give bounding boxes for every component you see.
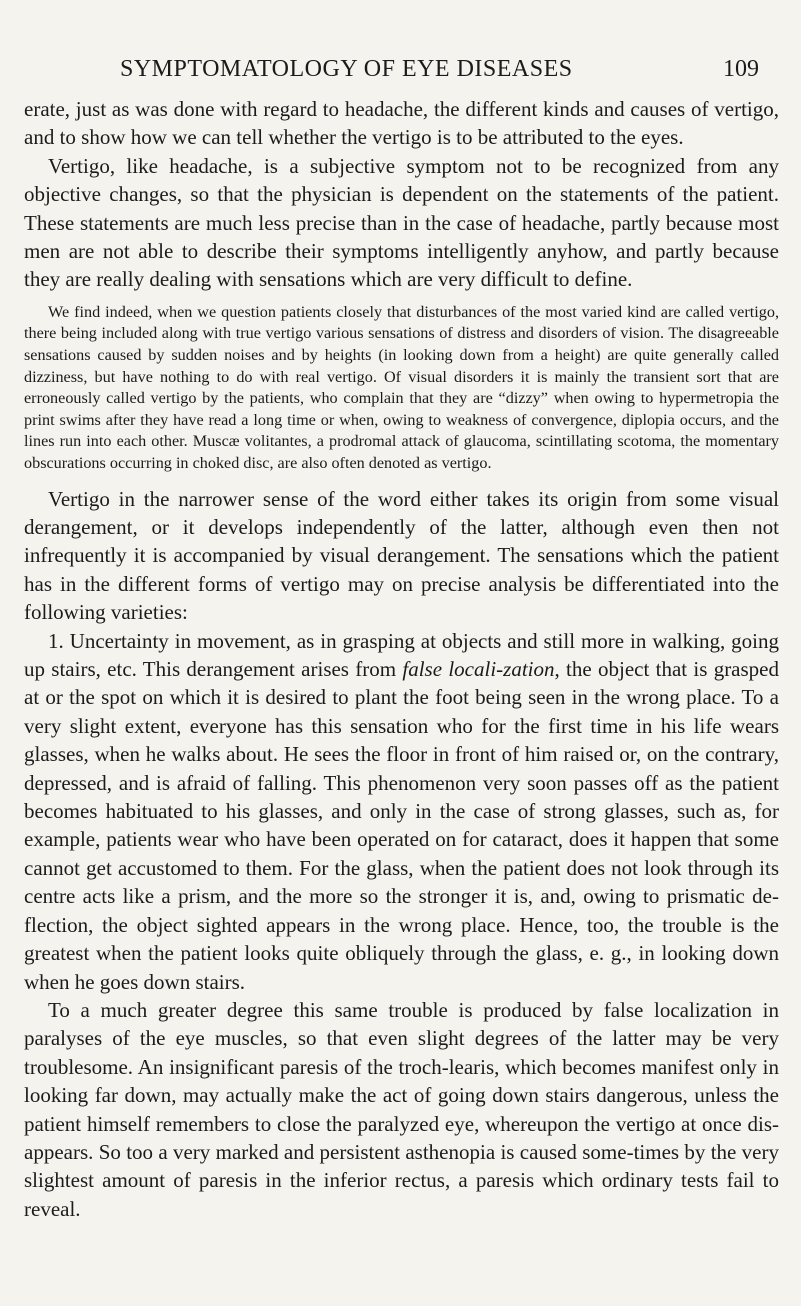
running-title: SYMPTOMATOLOGY OF EYE DISEASES (120, 56, 573, 82)
page-number: 109 (723, 56, 759, 82)
text-segment: , the object that is grasped at or the spot on which it is desired to plant the foot being seen in the wrong place. To a very slight extent, everyone has this sensation who for the first time in his life wears glasses, when he walks about. He sees the floor in front of him raised or, on the contrary, depressed, and is afraid of falling. This phenomenon very soon passes off as the patient becomes habituated to his glasses, and only in the case of strong glasses, such as, for example, patients wear who have been operated on for cataract, does it happen that some cannot get accustomed to them. For the glass, when the patient does not look through its centre acts like a prism, and the more so the stronger it is, and, owing to prismatic de-flection, the object sighted appears in the wrong place. Hence, too, the trouble is the greatest when the patient looks quite obliquely through the glass, e. g., in looking down when he goes down stairs. (24, 657, 779, 994)
paragraph-uncertainty-in-movement (24, 627, 779, 996)
running-header (0, 56, 801, 86)
page-body (24, 95, 779, 1223)
italic-term: false locali-zation (402, 657, 555, 682)
paragraph-narrower-sense: Vertigo in the narrower sense of the word either takes its origin from some visual derangement, or it develops independently of the latter, although even then not infrequently it is accompanied by visual derangement. The sensations which the patient has in the different forms of vertigo may on precise analysis be differentiated into the following varieties: (24, 486, 779, 625)
text-segment: 1. Uncertainty in movement, as in grasping at objects and still more in walking, going up stairs, etc. This derangement arises from (24, 628, 779, 682)
paragraph-vertigo-subjective: Vertigo, like headache, is a subjective symptom not to be recognized from any objective changes, so that the physician is dependent on the statements of the patient. These statements are much less precise than in the case of headache, partly because most men are not able to describe their symptoms intelligently anyhow, and partly because they are really dealing with sensations which are very difficult to define. (24, 153, 779, 292)
paragraph-small-print: We find indeed, when we question patients closely that disturbances of the most varied kind are called vertigo, there being included along with true vertigo various sensations of distress and disorders of vision. The disagreeable sensations caused by sudden noises and by heights (in looking down from a height) are quite generally called dizziness, but have nothing to do with real vertigo. Of visual disorders it is mainly the transient sort that are erroneously called vertigo by the patients, who complain that they are “dizzy” when owing to hypermetropia the print swims after they have read a long time or when, owing to weakness of convergence, diplopia occurs, and the lines run into each other. Muscæ volitantes, a prodromal attack of glaucoma, scintillating scotoma, the momentary obscurations occurring in choked disc, are also often denoted as vertigo. (24, 302, 779, 472)
paragraph-continued: erate, just as was done with regard to headache, the different kinds and causes of vertigo, and to show how we can tell whether the vertigo is to be attributed to the eyes. (24, 97, 779, 150)
paragraph-paralyses: To a much greater degree this same trouble is produced by false localization in paralyses of the eye muscles, so that even slight degrees of the latter may be very troublesome. An insignificant paresis of the troch-learis, which becomes manifest only in looking far down, may actually make the act of going down stairs dangerous, unless the patient himself remembers to close the paralyzed eye, whereupon the vertigo at once dis-appears. So too a very marked and persistent asthenopia is caused some-times by the very slightest amount of paresis in the inferior rectus, a paresis which ordinary tests fail to reveal. (24, 997, 779, 1221)
